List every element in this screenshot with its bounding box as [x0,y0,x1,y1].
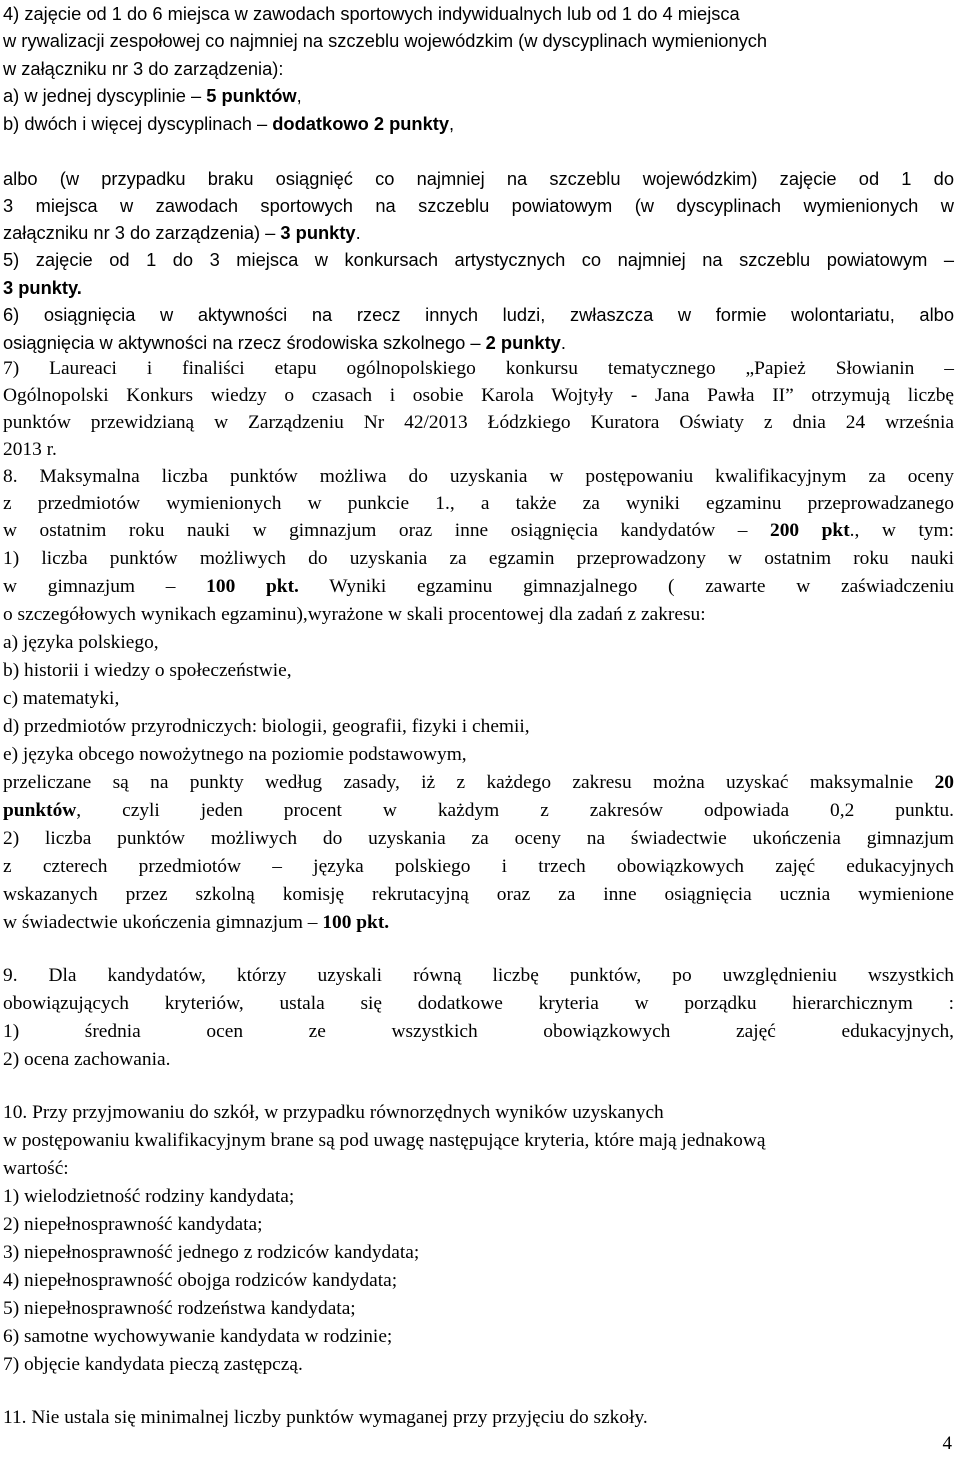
text-segment: 5) niepełnosprawność rodzeństwa kandydata; [3,1298,356,1319]
bold-text: 5 punktów [206,85,297,106]
text-segment: o szczegółowych wynikach egzaminu),wyrażone w skali procentowej dla zadań z zakresu: [3,604,706,625]
text-line [3,2,954,26]
text-line [3,855,954,879]
text-line [3,57,954,81]
text-segment: , [296,85,302,106]
text-segment: 2013 r. [3,439,57,460]
text-line [3,964,954,988]
text-line [3,575,954,599]
text-segment: ., w tym: [849,520,954,541]
text-line [3,1101,954,1125]
text-line [3,1353,954,1377]
text-segment: d) przedmiotów przyrodniczych: biologii, geografii, fizyki i chemii, [3,716,530,737]
text-segment: b) historii i wiedzy o społeczeństwie, [3,660,292,681]
text-segment: wartość: [3,1158,69,1179]
bold-text: 100 pkt. [206,576,299,597]
text-line [3,715,954,739]
text-segment: 1) liczba punktów możliwych do uzyskania za egzamin przeprowadzony w ostatnim roku nauki [3,548,954,569]
text-line [3,1157,954,1181]
text-line [3,687,954,711]
text-segment: 1) średnia ocen ze wszystkich obowiązkowych zajęć edukacyjnych, [3,1021,954,1042]
text-segment: , czyli jeden procent w każdym z zakresów odpowiada 0,2 punktu. [76,800,954,821]
text-line [3,303,954,327]
bold-text: 100 pkt. [322,912,390,933]
text-line [3,1406,954,1430]
text-segment: 2) niepełnosprawność kandydata; [3,1214,263,1235]
text-segment: w ostatnim roku nauki w gimnazjum oraz inne osiągnięcia kandydatów – [3,520,771,541]
text-segment: punktów przewidzianą w Zarządzeniu Nr 42/2013 Łódzkiego Kuratora Oświaty z dnia 24 września [3,412,954,433]
text-line [3,1020,954,1044]
text-line [3,465,954,489]
text-segment: 5) zajęcie od 1 do 3 miejsca w konkursach artystycznych co najmniej na szczeblu powiatowym – [3,249,954,270]
text-segment: obowiązujących kryteriów, ustala się dodatkowe kryteria w porządku hierarchicznym : [3,993,954,1014]
bold-text: 200 pkt [770,520,850,541]
text-segment: a) języka polskiego, [3,632,159,653]
text-segment: b) dwóch i więcej dyscyplinach – [3,113,273,134]
text-line [3,547,954,571]
text-segment: wskazanych przez szkolną komisję rekrutacyjną oraz za inne osiągnięcia ucznia wymienione [3,884,954,905]
text-line [3,519,954,543]
text-line [3,603,954,627]
text-line [3,248,954,272]
text-line [3,911,954,935]
text-segment: 3) niepełnosprawność jednego z rodziców kandydata; [3,1242,420,1263]
text-line [3,84,954,108]
text-line [3,1241,954,1265]
text-line [3,276,954,300]
text-segment: 7) Laureaci i finaliści etapu ogólnopolskiego konkursu tematycznego „Papież Słowianin – [3,358,954,379]
text-line [3,1325,954,1349]
text-line [3,1269,954,1293]
text-segment: w świadectwie ukończenia gimnazjum – [3,912,323,933]
text-line [3,883,954,907]
text-line [3,1048,954,1072]
text-line [3,167,954,191]
text-segment: , [449,113,455,134]
text-line [3,384,954,408]
text-segment: osiągnięcia w aktywności na rzecz środowiska szkolnego – [3,332,486,353]
text-segment: załączniku nr 3 do zarządzenia) – [3,222,281,243]
text-segment: 2) liczba punktów możliwych do uzyskania za oceny na świadectwie ukończenia gimnazjum [3,828,954,849]
bold-text: dodatkowo 2 punkty [272,113,449,134]
text-line [3,112,954,136]
text-line [3,827,954,851]
bold-text: punktów [3,800,77,821]
bold-text: 3 punkty [280,222,356,243]
text-line [3,992,954,1016]
text-line [3,1297,954,1321]
text-line [3,799,954,823]
text-segment: z przedmiotów wymienionych w punkcie 1., a także za wyniki egzaminu przeprowadzanego [3,493,954,514]
text-line [3,194,954,218]
text-segment: e) języka obcego nowożytnego na poziomie podstawowym, [3,744,467,765]
text-line [3,631,954,655]
text-segment: przeliczane są na punkty według zasady, iż z każdego zakresu można uzyskać maksymalnie [3,772,935,793]
text-line [3,492,954,516]
text-segment: 10. Przy przyjmowaniu do szkół, w przypadku równorzędnych wyników uzyskanych [3,1102,664,1123]
text-segment: 8. Maksymalna liczba punktów możliwa do uzyskania w postępowaniu kwalifikacyjnym za oceny [3,466,954,487]
text-segment: 7) objęcie kandydata pieczą zastępczą. [3,1354,303,1375]
text-segment: w rywalizacji zespołowej co najmniej na szczeblu wojewódzkim (w dyscyplinach wymienionych [3,30,768,51]
text-segment: 11. Nie ustala się minimalnej liczby punktów wymaganej przy przyjęciu do szkoły. [3,1407,648,1428]
text-segment: 1) wielodzietność rodziny kandydata; [3,1186,295,1207]
text-line [3,771,954,795]
text-segment: . [560,332,566,353]
page-number: 4 [942,1433,952,1454]
text-segment: 4) niepełnosprawność obojga rodziców kandydata; [3,1270,398,1291]
text-line [3,331,954,355]
text-segment: w gimnazjum – [3,576,207,597]
text-segment: . [355,222,361,243]
text-line [3,1185,954,1209]
text-line [3,659,954,683]
text-segment: a) w jednej dyscyplinie – [3,85,207,106]
text-line [3,357,954,381]
text-segment: 3 miejsca w zawodach sportowych na szczeblu powiatowym (w dyscyplinach wymienionych w [3,195,954,216]
bold-text: 2 punkty [485,332,561,353]
text-segment: 9. Dla kandydatów, którzy uzyskali równą liczbę punktów, po uwzględnieniu wszystkich [3,965,954,986]
text-line [3,743,954,767]
text-segment: c) matematyki, [3,688,120,709]
text-segment: 6) osiągnięcia w aktywności na rzecz innych ludzi, zwłaszcza w formie wolontariatu, albo [3,304,954,325]
bold-text: 3 punkty. [3,277,82,298]
text-segment: Ogólnopolski Konkurs wiedzy o czasach i osobie Karola Wojtyły - Jana Pawła II” otrzymują liczbę [3,385,954,406]
text-line [3,1213,954,1237]
text-line [3,1129,954,1153]
text-line [3,221,954,245]
text-segment: 2) ocena zachowania. [3,1049,171,1070]
text-segment: Wyniki egzaminu gimnazjalnego ( zawarte w zaświadczeniu [298,576,955,597]
bold-text: 20 [934,772,954,793]
text-segment: w postępowaniu kwalifikacyjnym brane są pod uwagę następujące kryteria, które mają jednakową [3,1130,766,1151]
text-line [3,411,954,435]
text-segment: 4) zajęcie od 1 do 6 miejsca w zawodach sportowych indywidualnych lub od 1 do 4 miejsca [3,3,740,24]
text-line [3,29,954,53]
text-segment: w załączniku nr 3 do zarządzenia): [3,58,284,79]
text-segment: albo (w przypadku braku osiągnięć co najmniej na szczeblu wojewódzkim) zajęcie od 1 do [3,168,954,189]
text-segment: z czterech przedmiotów – języka polskiego i trzech obowiązkowych zajęć edukacyjnych [3,856,954,877]
text-line [3,438,954,462]
text-segment: 6) samotne wychowywanie kandydata w rodzinie; [3,1326,393,1347]
